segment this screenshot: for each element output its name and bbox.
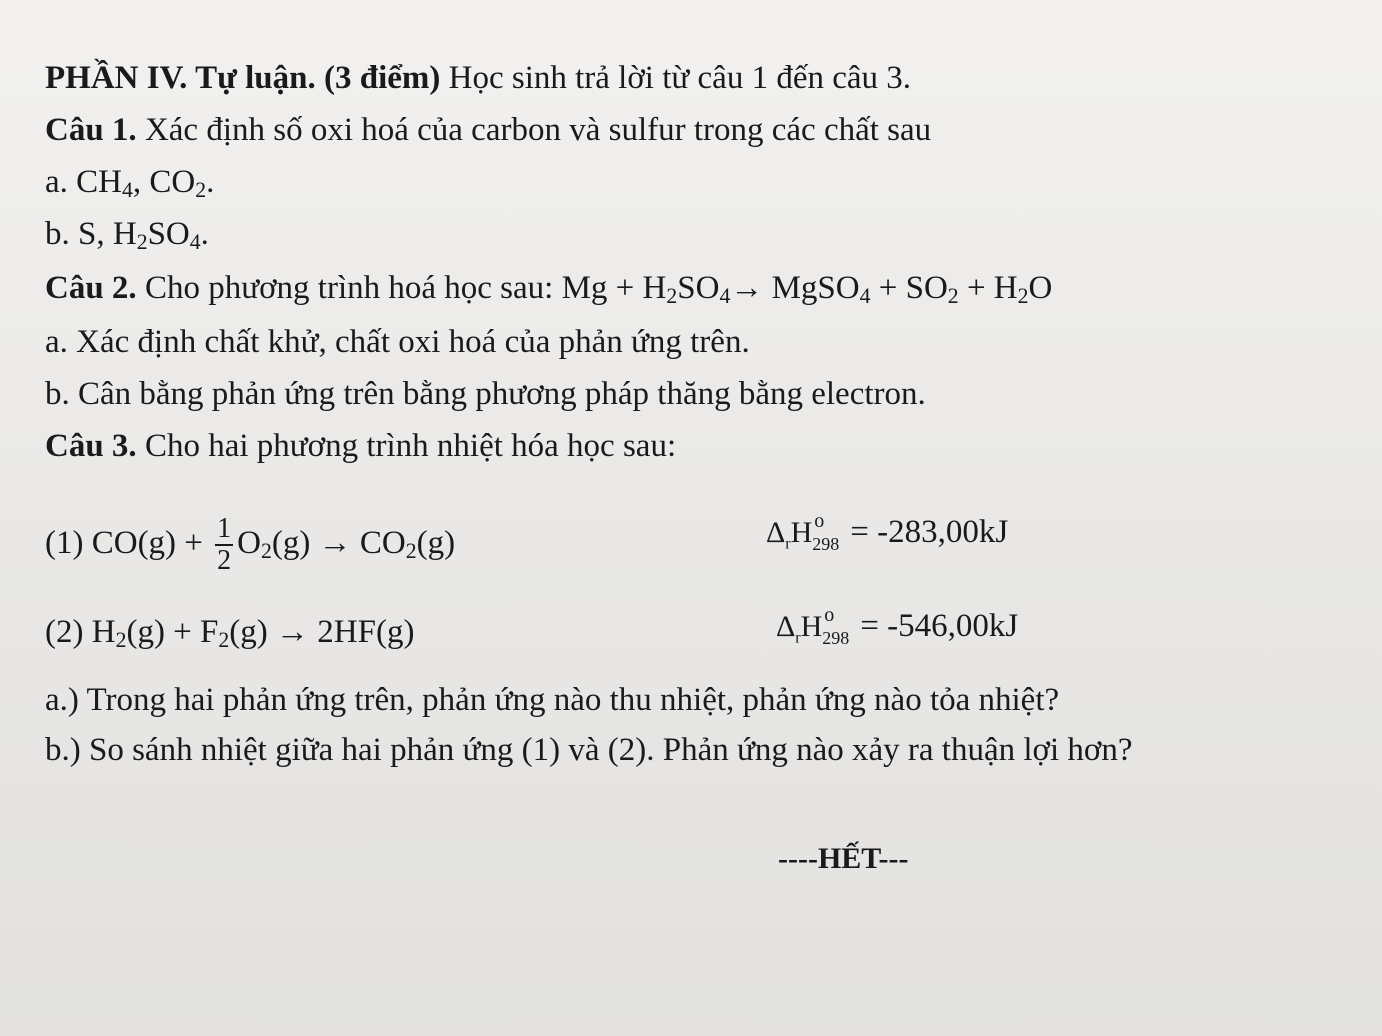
enthalpy-symbol <box>776 604 860 658</box>
section-title: PHẦN IV. Tự luận. (3 điểm) <box>45 60 441 96</box>
subscript-r: r <box>795 629 801 647</box>
subscript: 4 <box>859 283 871 308</box>
fraction-denominator: 2 <box>217 545 232 577</box>
question-3-text: Cho hai phương trình nhiệt hóa học sau: <box>136 428 677 464</box>
question-1-label: Câu 1. <box>45 112 137 148</box>
fraction-numerator: 1 <box>217 513 232 545</box>
question-3-part-b: b.) So sánh nhiệt giữa hai phản ứng (1) và (2). Phản ứng nào xảy ra thuận lợi hơn? <box>45 732 1133 768</box>
super-sub <box>822 604 860 648</box>
reaction-arrow: (g) → 2HF(g) <box>229 614 415 650</box>
delta-symbol: Δ <box>766 516 786 549</box>
question-1 <box>45 110 931 150</box>
subscript: 2 <box>136 229 148 254</box>
question-3-part-a: a.) Trong hai phản ứng trên, phản ứng nào thu nhiệt, phản ứng nào tỏa nhiệt? <box>45 682 1060 718</box>
subscript: 2 <box>195 177 207 202</box>
question-2-part-a: a. Xác định chất khử, chất oxi hoá của phản ứng trên. <box>45 324 750 360</box>
delta-symbol: Δ <box>776 610 796 643</box>
part-b-prefix: b. S, H <box>45 216 137 252</box>
reaction-2-enthalpy <box>776 606 1018 658</box>
question-3 <box>45 426 676 466</box>
formula-text: CH <box>76 164 122 200</box>
reaction-2-reactants: (2) H <box>45 614 116 650</box>
question-2-label: Câu 2. <box>45 270 137 306</box>
formula-text: (g) <box>416 525 456 561</box>
subscript: 2 <box>666 283 678 308</box>
reaction-2 <box>45 612 414 652</box>
standard-state-sup: o <box>814 510 825 532</box>
subscript-r: r <box>785 535 791 553</box>
enthalpy-value: = -283,00kJ <box>850 514 1009 550</box>
enthalpy-symbol <box>766 510 850 564</box>
subscript: 4 <box>189 229 201 254</box>
reaction-1-reactants: (1) CO(g) + <box>45 525 212 561</box>
question-2 <box>45 268 1052 308</box>
subscript: 2 <box>115 627 127 652</box>
question-3-label: Câu 3. <box>45 428 137 464</box>
subscript: 4 <box>719 283 731 308</box>
question-2-part-b: b. Cân bằng phản ứng trên bằng phương pháp thăng bằng electron. <box>45 376 926 412</box>
reaction-1-enthalpy <box>766 512 1008 564</box>
formula-text: + H <box>958 270 1018 306</box>
punctuation: . <box>200 216 209 252</box>
super-sub <box>812 510 850 554</box>
section-header <box>45 58 911 98</box>
formula-text: + SO <box>870 270 948 306</box>
question-1-text: Xác định số oxi hoá của carbon và sulfur trong các chất sau <box>136 112 932 148</box>
standard-state-sup: o <box>824 604 835 626</box>
question-1-part-a <box>45 162 214 202</box>
question-2-text: Cho phương trình hoá học sau: <box>136 270 562 306</box>
enthalpy-h: H <box>790 516 813 549</box>
enthalpy-h: H <box>800 610 823 643</box>
formula-text: SO <box>147 216 190 252</box>
temperature-sub: 298 <box>822 628 850 648</box>
subscript: 4 <box>122 177 133 202</box>
reaction-arrow: (g) → CO <box>271 525 406 561</box>
formula-text: O <box>237 525 262 561</box>
formula-text: (g) + F <box>126 614 219 650</box>
chemical-equation <box>562 270 1053 306</box>
enthalpy-value: = -546,00kJ <box>860 608 1019 644</box>
subscript: 2 <box>261 538 272 563</box>
question-1-part-b <box>45 214 209 254</box>
end-marker: ----HẾT--- <box>778 842 909 875</box>
formula-text: SO <box>677 270 720 306</box>
reaction-arrow: → MgSO <box>730 270 860 306</box>
reaction-1 <box>45 508 455 588</box>
temperature-sub: 298 <box>812 534 840 554</box>
punctuation: . <box>206 164 215 200</box>
part-a-prefix: a. <box>45 164 77 200</box>
formula-text: , CO <box>132 164 196 200</box>
formula-text: Mg + H <box>561 270 667 306</box>
formula-text: O <box>1028 270 1053 306</box>
section-instruction: Học sinh trả lời từ câu 1 đến câu 3. <box>440 60 912 96</box>
subscript: 2 <box>947 283 959 308</box>
subscript: 2 <box>218 627 230 652</box>
fraction-one-half <box>215 514 233 576</box>
subscript: 2 <box>1017 283 1029 308</box>
subscript: 2 <box>405 538 417 563</box>
